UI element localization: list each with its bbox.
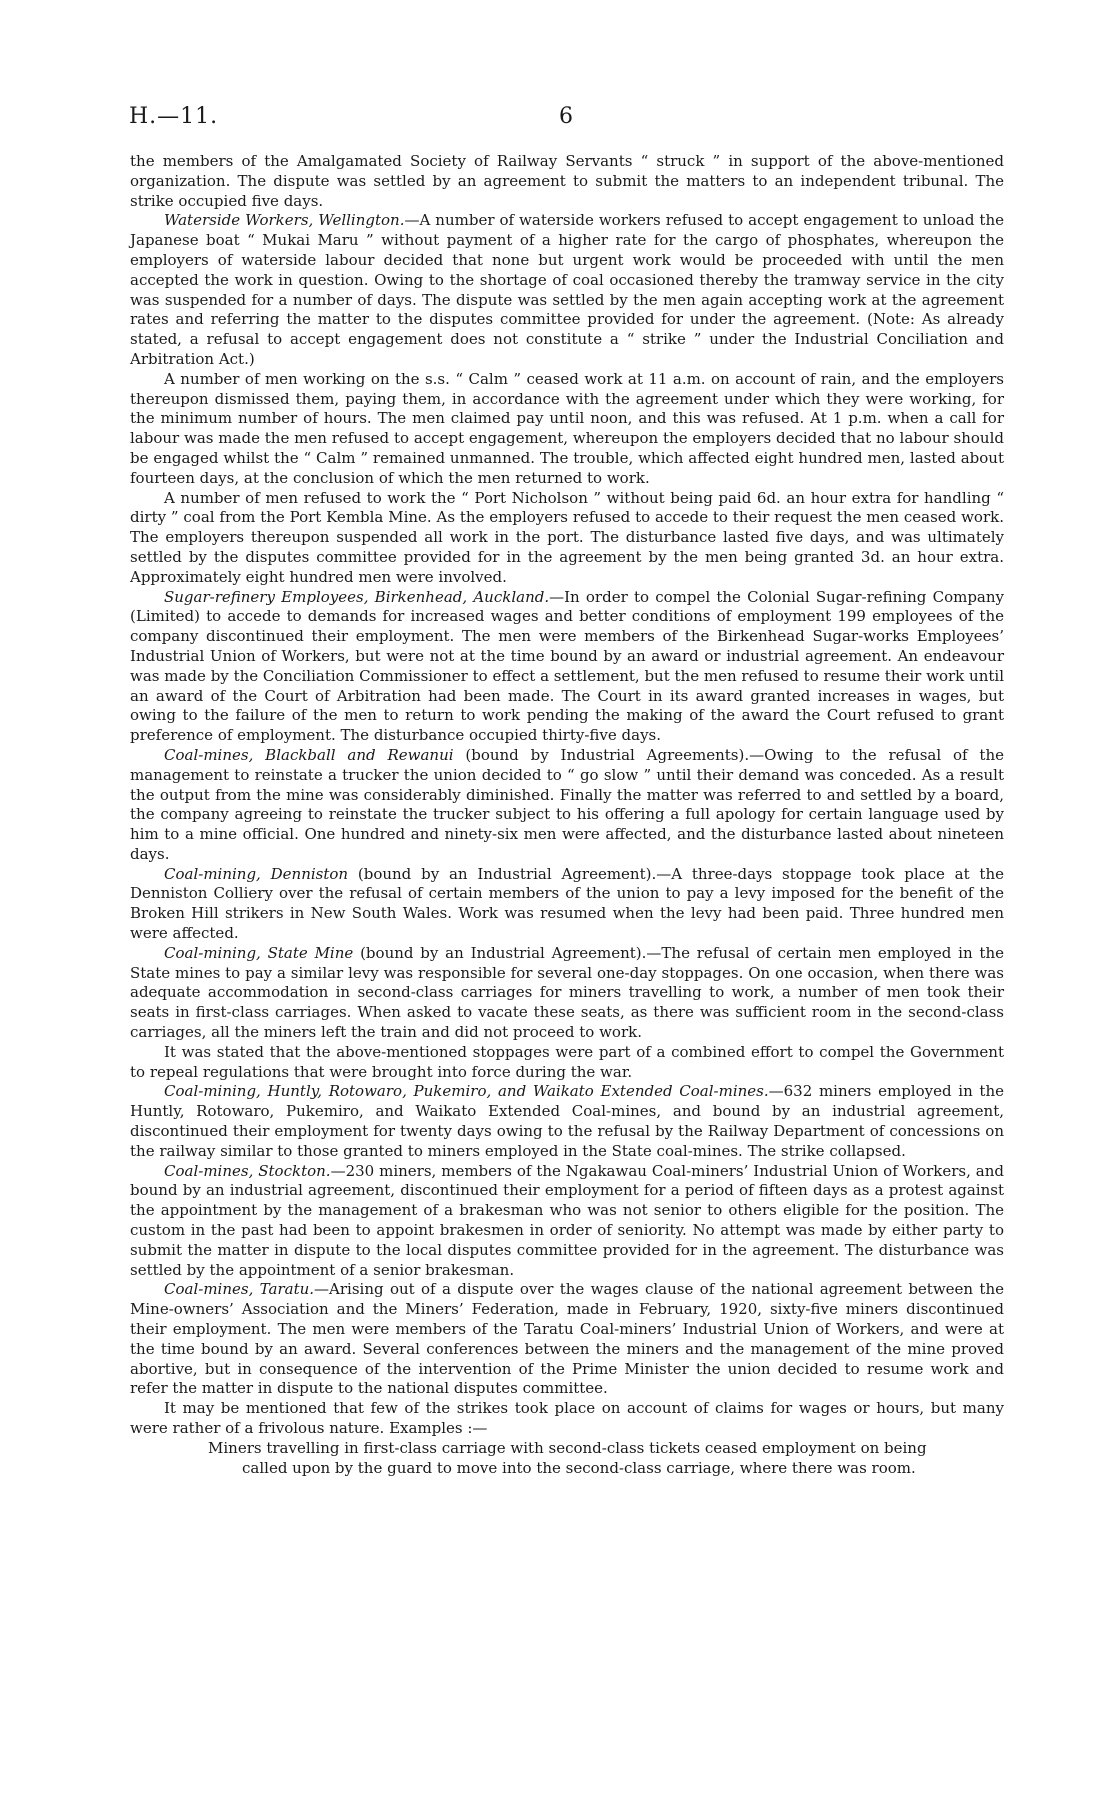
paragraph: A number of men refused to work the “ Port Nicholson ” without being paid 6d. an hour extra for handling “ dirty ” coal from the Port Kembla Mine. As the employers refused to accede to their request the men ceased work. The employers thereupon suspended all work in the port. The disturbance lasted five days, and was ultimately settled by the disputes committee provided for in the agreement by the men being granted 3d. an hour extra. Approximately eight hundred men were involved. bbox=[130, 488, 1004, 586]
paragraph: Sugar-refinery Employees, Birkenhead, Auckland.—In order to compel the Colonial Sugar-refining Company (Limited) to accede to demands for increased wages and better conditions of employment 199 employees of the company discontinued their employment. The men were members of the Birkenhead Sugar-works Employees’ Industrial Union of Workers, but were not at the time bound by an award or industrial agreement. An endeavour was made by the Conciliation Commissioner to effect a settlement, but the men refused to resume their work until an award of the Court of Arbitration had been made. The Court in its award granted increases in wages, but owing to the failure of the men to return to work pending the making of the award the Court refused to grant preference of employment. The disturbance occupied thirty-five days. bbox=[130, 587, 1005, 745]
paragraph: Waterside Workers, Wellington.—A number of waterside workers refused to accept engagement to unload the Japanese boat “ Mukai Maru ” without payment of a higher rate for the cargo of phosphates, whereupon the employers of waterside labour decided that none but urgent work would be proceeded with until the men accepted the work in question. Owing to the shortage of coal occasioned thereby the tramway service in the city was suspended for a number of days. The dispute was settled by the men again accepting work at the agreement rates and referring the matter to the disputes committee provided for under the agreement. (Note: As already stated, a refusal to accept engagement does not constitute a “ strike ” under the Industrial Conciliation and Arbitration Act.) bbox=[130, 211, 1004, 368]
section-heading: Coal-mines, Blackball and Rewanui bbox=[164, 745, 454, 764]
paragraph: Coal-mines, Taratu.—Arising out of a dispute over the wages clause of the national agreement between the Mine-owners’ Association and the Miners’ Federation, made in February, 1920, sixty-five miners discontinued their employment. The men were members of the Taratu Coal-miners’ Industrial Union of Workers, and were at the time bound by an award. Several conferences between the miners and the management of the mine proved abortive, but in consequence of the intervention of the Prime Minister the union decided to resume work and refer the matter in dispute to the national disputes committee. bbox=[130, 1280, 1004, 1398]
body-text bbox=[130, 152, 1004, 1478]
page-header bbox=[129, 104, 985, 134]
section-heading: Coal-mining, State Mine bbox=[164, 943, 354, 962]
paragraph: Coal-mines, Stockton.—230 miners, members of the Ngakawau Coal-miners’ Industrial Union of Workers, and bound by an industrial agreement, discontinued their employment for a period of fifteen days as a protest against the appointment by the management of a brakesman who was not senior to others eligible for the position. The custom in the past had been to appoint brakesmen in order of seniority. No attempt was made by either party to submit the matter in dispute to the local disputes committee provided for in the agreement. The disturbance was settled by the appointment of a senior brakesman. bbox=[130, 1161, 1004, 1279]
paragraph: the members of the Amalgamated Society of Railway Servants “ struck ” in support of the above-mentioned organization. The dispute was settled by an agreement to submit the matters to an independent tribunal. The strike occupied five days. bbox=[130, 152, 1004, 210]
example-line: Miners travelling in first-class carriage with second-class tickets ceased employment on being bbox=[208, 1438, 927, 1457]
example-line: called upon by the guard to move into the second-class carriage, where there was room. bbox=[242, 1458, 916, 1477]
page-number: 6 bbox=[559, 104, 573, 129]
paragraph: Coal-mining, Huntly, Rotowaro, Pukemiro, and Waikato Extended Coal-mines.—632 miners employed in the Huntly, Rotowaro, Pukemiro, and Waikato Extended Coal-mines, and bound by an industrial agreement, discontinued their employment for twenty days owing to the refusal by the Railway Department of concessions on the railway similar to those granted to miners employed in the State coal-mines. The strike collapsed. bbox=[130, 1082, 1005, 1160]
paragraph: A number of men working on the s.s. “ Calm ” ceased work at 11 a.m. on account of rain, and the employers thereupon dismissed them, paying them, in accordance with the agreement under which they were working, for the minimum number of hours. The men claimed pay until noon, and this was refused. At 1 p.m. when a call for labour was made the men refused to accept engagement, whereupon the employers decided that no labour should be engaged whilst the “ Calm ” remained unmanned. The trouble, which affected eight hundred men, lasted about fourteen days, at the conclusion of which the men returned to work. bbox=[130, 369, 1004, 487]
paragraph: It may be mentioned that few of the strikes took place on account of claims for wages or hours, but many were rather of a frivolous nature. Examples :— bbox=[130, 1399, 1004, 1437]
paragraph: Coal-mines, Blackball and Rewanui (bound by Industrial Agreements).—Owing to the refusal of the management to reinstate a trucker the union decided to “ go slow ” until their demand was conceded. As a result the output from the mine was considerably diminished. Finally the matter was referred to and settled by a board, the company agreeing to reinstate the trucker subject to his offering a full apology for certain language used by him to a mine official. One hundred and ninety-six men were affected, and the disturbance lasted about nineteen days. bbox=[130, 745, 1004, 863]
paragraph: Coal-mining, State Mine (bound by an Industrial Agreement).—The refusal of certain men employed in the State mines to pay a similar levy was responsible for several one-day stoppages. On one occasion, when there was adequate accommodation in second-class carriages for miners travelling to work, a number of men took their seats in first-class carriages. When asked to vacate these seats, as there was sufficient room in the second-class carriages, all the miners left the train and did not proceed to work. bbox=[130, 943, 1004, 1042]
section-heading: Coal-mining, Huntly, Rotowaro, Pukemiro, and Waikato Extended Coal-mines. bbox=[164, 1082, 769, 1101]
paragraph: Coal-mining, Denniston (bound by an Industrial Agreement).—A three-days stoppage took place at the Denniston Colliery over the refusal of certain members of the union to pay a levy imposed for the benefit of the Broken Hill strikers in New South Wales. Work was resumed when the levy had been paid. Three hundred men were affected. bbox=[130, 864, 1004, 943]
section-heading: Coal-mines, Stockton. bbox=[164, 1161, 331, 1180]
section-heading: Sugar-refinery Employees, Birkenhead, Auckland. bbox=[164, 587, 550, 606]
section-heading: Coal-mines, Taratu. bbox=[164, 1280, 315, 1299]
section-heading: Waterside Workers, Wellington. bbox=[164, 211, 405, 230]
section-heading: Coal-mining, Denniston bbox=[164, 864, 349, 883]
document-reference: H.—11. bbox=[129, 104, 219, 129]
paragraph: It was stated that the above-mentioned stoppages were part of a combined effort to compel the Government to repeal regulations that were brought into force during the war. bbox=[130, 1042, 1004, 1081]
